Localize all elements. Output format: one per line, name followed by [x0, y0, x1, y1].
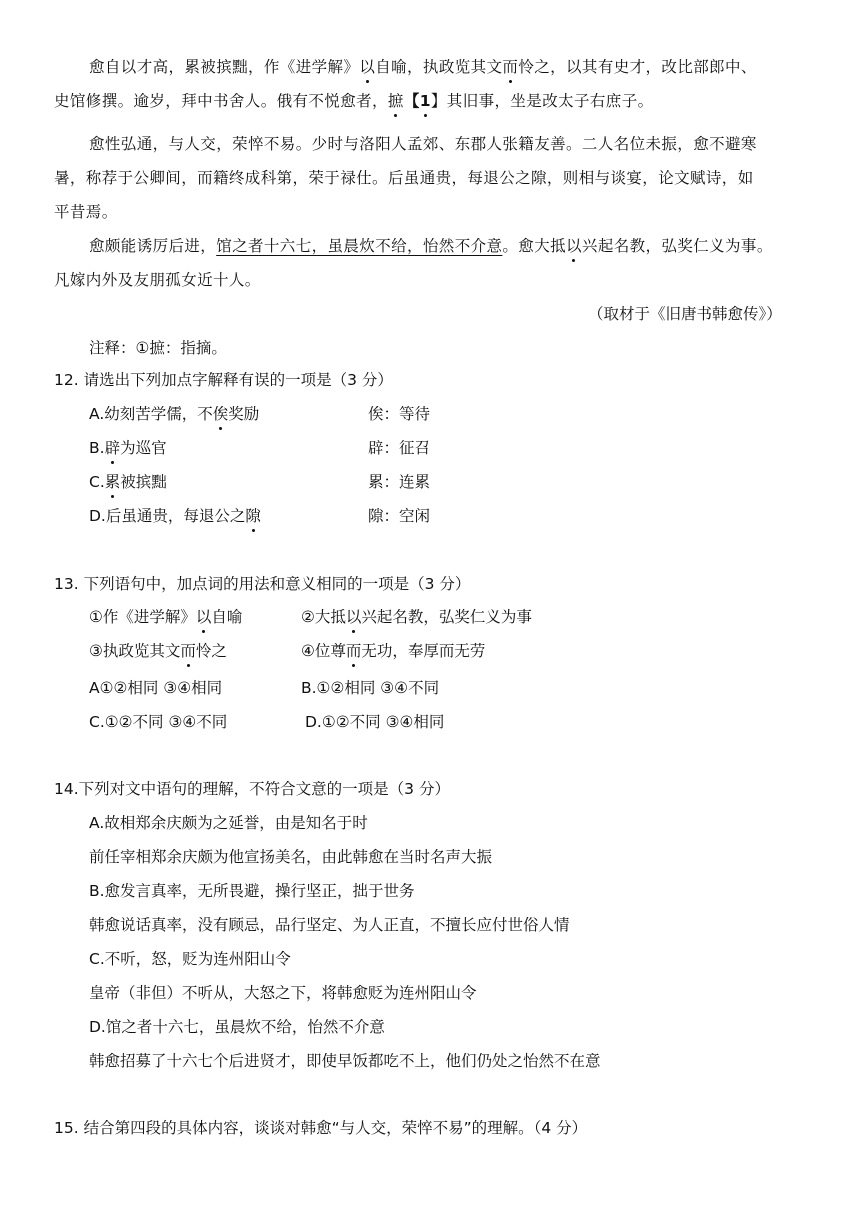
option-c: C.不听，怒，贬为连州阳山令 — [89, 950, 291, 968]
gloss-a: 俟：等待 — [368, 405, 431, 423]
dotted-char: 俟 — [212, 405, 229, 423]
sentence-1: ①作《进学解》以自喻 — [89, 608, 243, 626]
dotted-char: 辟 — [104, 439, 121, 457]
dotted-char: 而 — [502, 58, 519, 76]
dotted-char: 以 — [195, 608, 212, 626]
sentence-2: ②大抵以兴起名教，弘奖仁义为事 — [301, 608, 532, 626]
option-b-translation: 韩愈说话真率，没有顾忌，品行坚定、为人正直，不擅长应付世俗人情 — [89, 916, 570, 934]
question-stem: 14.下列对文中语句的理解，不符合文意的一项是（3 分） — [54, 780, 450, 798]
passage-line: 愈自以才高，累被摈黜，作《进学解》以自喻，执政览其文而怜之，以其有史才，改比部郎中、 — [89, 58, 757, 76]
question-stem: 12. 请选出下列加点字解释有误的一项是（3 分） — [54, 371, 393, 389]
passage-line: 平昔焉。 — [54, 203, 118, 221]
underlined-sentence: 馆之者十六七，虽晨炊不给，怡然不介意 — [216, 237, 503, 255]
option-a-translation: 前任宰相郑余庆颇为他宣扬美名，由此韩愈在当时名声大振 — [89, 848, 493, 866]
dotted-char: 以 — [359, 58, 376, 76]
option-b: B.愈发言真率，无所畏避，操行坚正，拙于世务 — [89, 882, 415, 900]
gloss-b: 辟：征召 — [368, 439, 431, 457]
passage-line: 凡嫁内外及友朋孤女近十人。 — [54, 271, 261, 289]
option-d: D.后虽通贵，每退公之隙 — [89, 507, 261, 525]
passage-line: 愈颇能诱厉后进，馆之者十六七，虽晨炊不给，怡然不介意。愈大抵以兴起名教，弘奖仁义为事。 — [89, 237, 773, 255]
dotted-char: 以 — [566, 237, 582, 255]
source-citation: （取材于《旧唐书韩愈传》） — [588, 305, 782, 323]
option-c: C.累被摈黜 — [89, 473, 167, 491]
passage-line: 暑，称荐于公卿间，而籍终成科第，荣于禄仕。后虽通贵，每退公之隙，则相与谈宴，论文赋诗，如 — [54, 169, 754, 187]
dotted-char: 隙 — [245, 507, 261, 525]
sentence-4: ④位尊而无功，奉厚而无劳 — [301, 642, 486, 660]
gloss-d: 隙：空闲 — [368, 507, 431, 525]
sentence-3: ③执政览其文而怜之 — [89, 642, 227, 660]
option-a: A①②相同 ③④相同 — [89, 679, 223, 697]
option-d: D.馆之者十六七，虽晨炊不给，怡然不介意 — [89, 1018, 385, 1036]
dotted-char: 以 — [345, 608, 362, 626]
option-b: B.①②相同 ③④不同 — [301, 679, 440, 697]
footnote-number: 1 — [419, 92, 431, 110]
passage-line: 愈性弘通，与人交，荣悴不易。少时与洛阳人孟郊、东郡人张籍友善。二人名位未振，愈不避寒 — [89, 135, 757, 153]
dotted-char: 摭 — [387, 92, 404, 110]
option-c-translation: 皇帝（非但）不听从，大怒之下，将韩愈贬为连州阳山令 — [89, 984, 477, 1002]
dotted-char: 而 — [180, 642, 196, 660]
option-d-translation: 韩愈招募了十六七个后进贤才，即使早饭都吃不上，他们仍处之怡然不在意 — [89, 1052, 601, 1070]
gloss-c: 累：连累 — [368, 473, 431, 491]
question-stem: 13. 下列语句中，加点词的用法和意义相同的一项是（3 分） — [54, 575, 471, 593]
option-b: B.辟为巡官 — [89, 439, 167, 457]
annotation-note: 注释：①摭：指摘。 — [89, 339, 227, 357]
option-d: D.①②不同 ③④相同 — [305, 713, 445, 731]
option-a: A.故相郑余庆颇为之延誉，由是知名于时 — [89, 814, 368, 832]
option-c: C.①②不同 ③④不同 — [89, 713, 228, 731]
dotted-char: 累 — [104, 473, 121, 491]
question-stem: 15. 结合第四段的具体内容，谈谈对韩愈“与人交，荣悴不易”的理解。（4 分） — [54, 1119, 588, 1137]
dotted-char: 而 — [345, 642, 362, 660]
option-a: A.幼刻苦学儒，不俟奖励 — [89, 405, 260, 423]
passage-line: 史馆修撰。逾岁，拜中书舍人。俄有不悦愈者，摭【1】其旧事，坐是改太子右庶子。 — [54, 91, 654, 110]
